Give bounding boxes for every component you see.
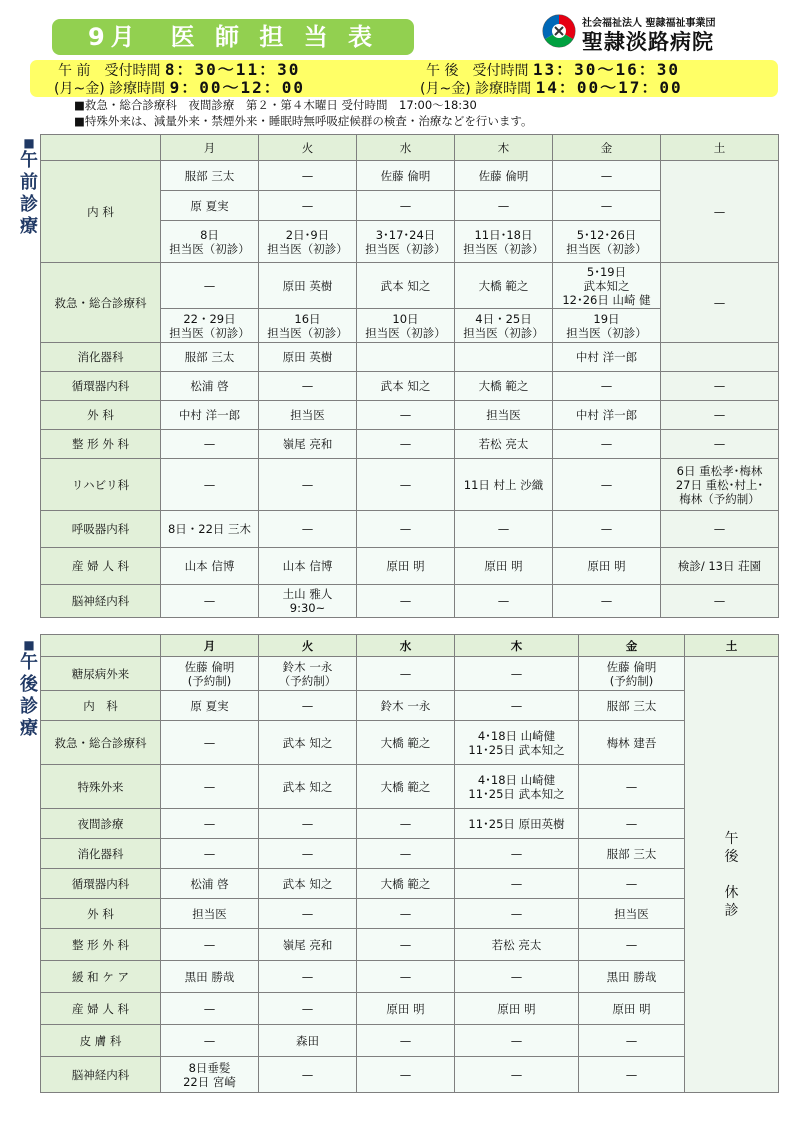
am-reception-line: 午 前 受付時間 8：30〜11：30 — [58, 60, 301, 79]
dept-name: 整 形 外 科 — [41, 929, 161, 961]
cell: 大橋 範之 — [357, 765, 455, 809]
cell: 黒田 勝哉 — [161, 961, 259, 993]
pm-section-label: ■ 午後診療 — [20, 638, 38, 739]
day-sat: 土 — [661, 135, 779, 161]
pm-consult-line: (月~金) 診療時間 14：00〜17：00 — [420, 78, 683, 97]
cell: — — [161, 765, 259, 809]
cell: 森田 — [259, 1025, 357, 1057]
cell: — — [357, 929, 455, 961]
cell: 担当医 — [455, 401, 553, 430]
cell: — — [357, 585, 455, 618]
cell: — — [161, 459, 259, 511]
cell: — — [661, 511, 779, 548]
dept-name: 脳神経内科 — [41, 585, 161, 618]
cell: 22・29日 担当医（初診） — [161, 309, 259, 343]
cell: — — [259, 993, 357, 1025]
day-fri: 金 — [553, 135, 661, 161]
cell: — — [661, 430, 779, 459]
cell: 担当医 — [259, 401, 357, 430]
cell: — — [357, 511, 455, 548]
cell: — — [579, 1057, 685, 1093]
cell: 8日垂髪 22日 宮崎 — [161, 1057, 259, 1093]
cell: — — [259, 839, 357, 869]
cell: 中村 洋一郎 — [553, 343, 661, 372]
note-special: ■特殊外来は、減量外来・禁煙外来・睡眠時無呼吸症候群の検査・治療などを行います。 — [74, 114, 533, 128]
cell: — — [661, 263, 779, 343]
cell: — — [553, 372, 661, 401]
dept-name: 整 形 外 科 — [41, 430, 161, 459]
cell: — — [259, 372, 357, 401]
cell: — — [259, 809, 357, 839]
cell: 武本 知之 — [259, 765, 357, 809]
cell: 武本 知之 — [259, 721, 357, 765]
dept-name: 外 科 — [41, 899, 161, 929]
day-sat: 土 — [685, 635, 779, 657]
dept-name: 内 科 — [41, 691, 161, 721]
dept-name: 循環器内科 — [41, 372, 161, 401]
cell: 原田 明 — [455, 993, 579, 1025]
notes — [74, 97, 532, 129]
cell: 検診/ 13日 荘園 — [661, 548, 779, 585]
cell: 原田 明 — [357, 993, 455, 1025]
cell: 4･18日 山崎健 11･25日 武本知之 — [455, 721, 579, 765]
cell: 大橋 範之 — [455, 263, 553, 309]
cell: 山本 信博 — [161, 548, 259, 585]
hospital-name: 聖隷淡路病院 — [582, 30, 714, 54]
cell: — — [455, 839, 579, 869]
cell: 佐藤 倫明 (予約制) — [161, 657, 259, 691]
dept-name: 皮 膚 科 — [41, 1025, 161, 1057]
cell: — — [357, 961, 455, 993]
cell: 4日・25日 担当医（初診） — [455, 309, 553, 343]
cell: — — [161, 1025, 259, 1057]
cell: — — [455, 657, 579, 691]
cell: — — [661, 401, 779, 430]
dept-naika: 内 科 — [41, 161, 161, 263]
cell: 2日･9日 担当医（初診） — [259, 221, 357, 263]
cell: 武本 知之 — [259, 869, 357, 899]
cell: 服部 三太 — [161, 343, 259, 372]
cell: 佐藤 倫明 (予約制) — [579, 657, 685, 691]
cell: 19日 担当医（初診） — [553, 309, 661, 343]
cell: — — [357, 809, 455, 839]
cell: — — [357, 899, 455, 929]
cell: — — [259, 961, 357, 993]
cell: 6日 重松孝･梅林 27日 重松･村上･ 梅林（予約制） — [661, 459, 779, 511]
cell: — — [357, 1057, 455, 1093]
day-wed: 水 — [357, 635, 455, 657]
cell: — — [259, 691, 357, 721]
cell: 中村 洋一郎 — [553, 401, 661, 430]
cell: — — [455, 585, 553, 618]
cell: 原 夏実 — [161, 191, 259, 221]
am-section-label: ■ 午前診療 — [20, 136, 38, 237]
dept-name: 緩 和 ケ ア — [41, 961, 161, 993]
cell: 原田 英樹 — [259, 343, 357, 372]
note-night: ■救急・総合診療科 夜間診療 第２・第４木曜日 受付時間 17:00〜18:30 — [74, 98, 477, 112]
dept-name: 糖尿病外来 — [41, 657, 161, 691]
cell: — — [579, 869, 685, 899]
cell: 嶺尾 亮和 — [259, 929, 357, 961]
cell: — — [455, 869, 579, 899]
cell: 鈴木 一永 — [357, 691, 455, 721]
cell: 山本 信博 — [259, 548, 357, 585]
cell: 11日 村上 沙織 — [455, 459, 553, 511]
cell: — — [259, 511, 357, 548]
cell: 5･19日 武本知之 12･26日 山崎 健 — [553, 263, 661, 309]
dept-name: 夜間診療 — [41, 809, 161, 839]
dept-name: 脳神経内科 — [41, 1057, 161, 1093]
page-title: 9月 医 師 担 当 表 — [52, 19, 414, 55]
dept-kyukyu: 救急・総合診療科 — [41, 263, 161, 343]
cell: 5･12･26日 担当医（初診） — [553, 221, 661, 263]
dept-name: 産 婦 人 科 — [41, 993, 161, 1025]
cell: 佐藤 倫明 — [357, 161, 455, 191]
cell: 梅林 建吾 — [579, 721, 685, 765]
am-consult-line: (月~金) 診療時間 9：00〜12：00 — [54, 78, 305, 97]
cell: — — [455, 691, 579, 721]
cell: — — [259, 191, 357, 221]
dept-name: リハビリ科 — [41, 459, 161, 511]
cell: — — [553, 585, 661, 618]
cell: 服部 三太 — [579, 839, 685, 869]
cell: — — [161, 809, 259, 839]
am-schedule-table — [40, 134, 779, 618]
cell: 松浦 啓 — [161, 869, 259, 899]
cell: — — [579, 1025, 685, 1057]
cell: 8日・22日 三木 — [161, 511, 259, 548]
cell: 16日 担当医（初診） — [259, 309, 357, 343]
cell: — — [259, 459, 357, 511]
cell: 4･18日 山崎健 11･25日 武本知之 — [455, 765, 579, 809]
dept-name: 産 婦 人 科 — [41, 548, 161, 585]
cell: 原田 英樹 — [259, 263, 357, 309]
header-blank — [41, 135, 161, 161]
pm-reception-line: 午 後 受付時間 13：30〜16：30 — [426, 60, 680, 79]
cell: 黒田 勝哉 — [579, 961, 685, 993]
cell — [357, 343, 455, 372]
cell: — — [579, 809, 685, 839]
day-thu: 木 — [455, 635, 579, 657]
cell: — — [553, 430, 661, 459]
cell: 原田 明 — [553, 548, 661, 585]
cell: — — [357, 839, 455, 869]
cell: 原田 明 — [357, 548, 455, 585]
hours-banner — [30, 60, 778, 97]
cell: — — [553, 161, 661, 191]
cell: — — [661, 161, 779, 263]
cell: — — [455, 1025, 579, 1057]
cell: — — [357, 657, 455, 691]
cell: 若松 亮太 — [455, 929, 579, 961]
dept-name: 循環器内科 — [41, 869, 161, 899]
cell: — — [455, 961, 579, 993]
day-fri: 金 — [579, 635, 685, 657]
hospital-logo — [542, 12, 782, 54]
dept-name: 消化器科 — [41, 343, 161, 372]
cell: 原田 明 — [579, 993, 685, 1025]
cell: — — [259, 899, 357, 929]
cell: — — [553, 459, 661, 511]
cell: — — [553, 191, 661, 221]
day-thu: 木 — [455, 135, 553, 161]
cell: — — [455, 511, 553, 548]
cell: 武本 知之 — [357, 372, 455, 401]
cell: — — [579, 765, 685, 809]
cell — [455, 343, 553, 372]
org-subtitle: 社会福祉法人 聖隷福祉事業団 — [582, 18, 716, 29]
pm-saturday-closed: 午 後 休 診 — [685, 657, 779, 1093]
cell: — — [455, 899, 579, 929]
day-tue: 火 — [259, 135, 357, 161]
cell: — — [259, 1057, 357, 1093]
pm-schedule-table — [40, 634, 779, 1093]
cell: 中村 洋一郎 — [161, 401, 259, 430]
cell: 土山 雅人 9:30~ — [259, 585, 357, 618]
cell: 11･25日 原田英樹 — [455, 809, 579, 839]
cell: — — [161, 721, 259, 765]
cell: 大橋 範之 — [357, 721, 455, 765]
cell: — — [161, 839, 259, 869]
cell: 原田 明 — [455, 548, 553, 585]
cell: — — [357, 401, 455, 430]
cell: 11日･18日 担当医（初診） — [455, 221, 553, 263]
cell — [661, 343, 779, 372]
cell: — — [661, 372, 779, 401]
cell: — — [357, 1025, 455, 1057]
cell: 担当医 — [579, 899, 685, 929]
day-tue: 火 — [259, 635, 357, 657]
cell: 鈴木 一永 （予約制） — [259, 657, 357, 691]
cell: 服部 三太 — [161, 161, 259, 191]
cell: — — [455, 1057, 579, 1093]
day-mon: 月 — [161, 135, 259, 161]
dept-name: 特殊外来 — [41, 765, 161, 809]
cell: — — [579, 929, 685, 961]
cell: — — [161, 263, 259, 309]
day-mon: 月 — [161, 635, 259, 657]
day-wed: 水 — [357, 135, 455, 161]
cell: 服部 三太 — [579, 691, 685, 721]
seirei-logo-icon — [542, 14, 576, 48]
cell: — — [161, 585, 259, 618]
cell: 8日 担当医（初診） — [161, 221, 259, 263]
cell: 10日 担当医（初診） — [357, 309, 455, 343]
cell: — — [455, 191, 553, 221]
cell: 佐藤 倫明 — [455, 161, 553, 191]
cell: — — [661, 585, 779, 618]
cell: 3･17･24日 担当医（初診） — [357, 221, 455, 263]
cell: — — [357, 191, 455, 221]
cell: 若松 亮太 — [455, 430, 553, 459]
cell: — — [161, 430, 259, 459]
cell: 武本 知之 — [357, 263, 455, 309]
cell: — — [357, 459, 455, 511]
cell: 松浦 啓 — [161, 372, 259, 401]
dept-name: 呼吸器内科 — [41, 511, 161, 548]
cell: — — [553, 511, 661, 548]
cell: — — [259, 161, 357, 191]
dept-name: 救急・総合診療科 — [41, 721, 161, 765]
dept-name: 外 科 — [41, 401, 161, 430]
cell: — — [357, 430, 455, 459]
dept-name: 消化器科 — [41, 839, 161, 869]
header-blank — [41, 635, 161, 657]
cell: — — [161, 929, 259, 961]
cell: — — [161, 993, 259, 1025]
cell: 大橋 範之 — [357, 869, 455, 899]
cell: 原 夏実 — [161, 691, 259, 721]
cell: 嶺尾 亮和 — [259, 430, 357, 459]
cell: 大橋 範之 — [455, 372, 553, 401]
cell: 担当医 — [161, 899, 259, 929]
